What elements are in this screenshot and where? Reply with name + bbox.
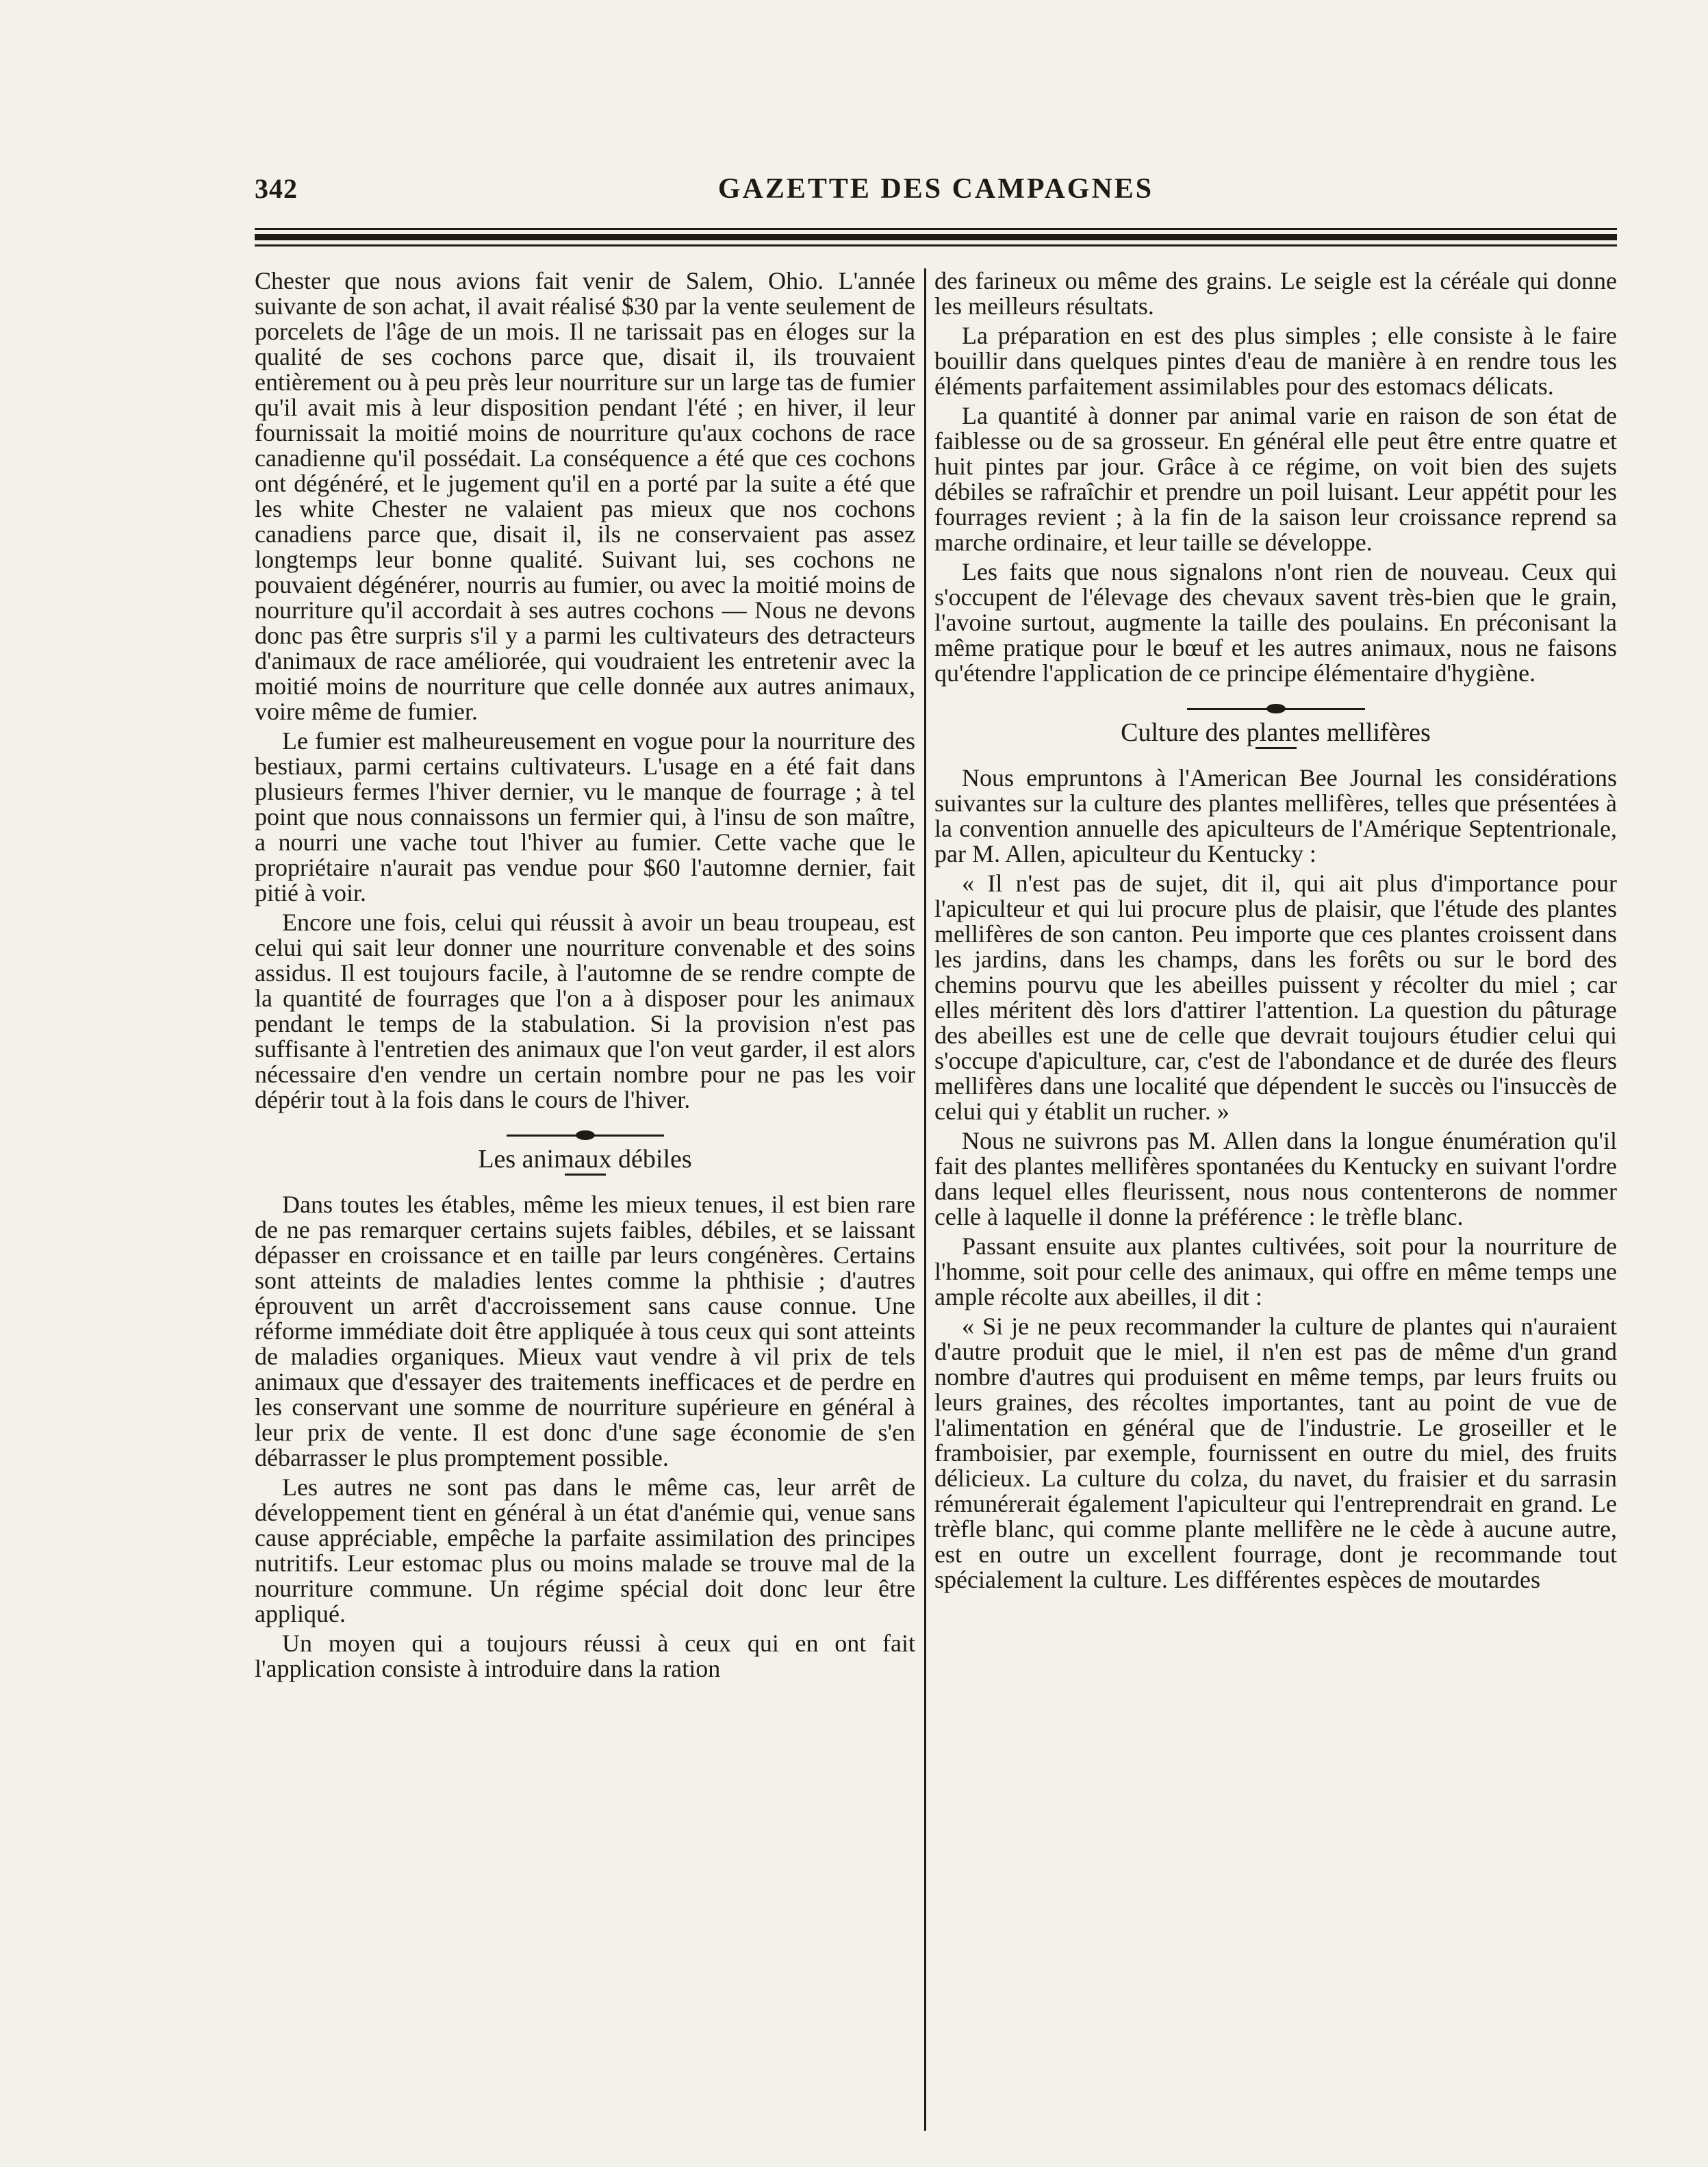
column-divider xyxy=(924,268,926,2131)
paragraph: des farineux ou même des grains. Le seigle est la céréale qui donne les meilleurs résultats. xyxy=(934,268,1617,320)
title-dash xyxy=(1255,747,1297,749)
title-dash xyxy=(565,1174,606,1176)
page-header xyxy=(255,173,1617,214)
page-number: 342 xyxy=(255,173,298,204)
paragraph: Le fumier est malheureusement en vogue pour la nourriture des bestiaux, parmi certains cultivateurs. L'usage en a été fait dans plusieurs fermes l'hiver dernier, vu le manque de fourrage ; à tel point que nous connaissons un fermier qui, à l'insu de son maître, a nourri une vache tout l'hiver au fumier. Cette vache que le propriétaire n'aurait pas vendue pour $60 l'automne dernier, fait pitié à voir. xyxy=(255,727,915,907)
section-separator-ornament xyxy=(1187,704,1365,713)
paragraph: Chester que nous avions fait venir de Salem, Ohio. L'année suivante de son achat, il avait réalisé $30 par la vente seulement de porcelets de l'âge de un mois. Il ne tarissait pas en éloges sur la qualité de ses cochons parce que, disait il, ils trouvaient entièrement ou à peu près leur nourriture sur un large tas de fumier qu'il avait mis à leur disposition pendant l'été ; en hiver, il leur fournissait la moitié moins de nourriture qu'aux cochons de race canadienne qu'il possédait. La conséquence a été que ces cochons ont dégénéré, et le jugement qu'il en a porté par la suite a été que les white Chester ne valaient pas mieux que nos cochons canadiens parce que, disait il, ils ne conservaient pas assez longtemps leur bonne qualité. Suivant lui, ses cochons ne pouvaient dégénérer, nourris au fumier, ou avec la moitié moins de nourriture qu'il accordait à ses autres cochons — Nous ne devons donc pas être surpris s'il y a parmi les cultivateurs des detracteurs d'animaux de race améliorée, qui voudraient les entretenir avec la moitié moins de nourriture que celle donnée aux autres animaux, voire même de fumier. xyxy=(255,268,915,725)
paragraph: Les faits que nous signalons n'ont rien de nouveau. Ceux qui s'occupent de l'élevage des chevaux savent très-bien que le grain, l'avoine surtout, augmente la taille des poulains. En préconisant la même pratique pour le bœuf et les autres animaux, nous ne faisons qu'étendre l'application de ce principe élémentaire d'hygiène. xyxy=(934,558,1617,687)
right-column xyxy=(934,268,1617,2131)
paragraph: La préparation en est des plus simples ; elle consiste à le faire bouillir dans quelques pintes d'eau de manière à en rendre tous les éléments parfaitement assimilables pour des estomacs délicats. xyxy=(934,322,1617,400)
paragraph: Un moyen qui a toujours réussi à ceux qui en ont fait l'application consiste à introduire dans la ration xyxy=(255,1630,915,1682)
paragraph: Passant ensuite aux plantes cultivées, soit pour la nourriture de l'homme, soit pour celle des animaux, qui offre en même temps une ample récolte aux abeilles, il dit : xyxy=(934,1232,1617,1310)
paragraph: Dans toutes les étables, même les mieux tenues, il est bien rare de ne pas remarquer certains sujets faibles, débiles, et se laissant dépasser en croissance et en taille par leurs congénères. Certains sont atteints de maladies lentes comme la phthisie ; d'autres éprouvent un arrêt d'accroissement sans cause connue. Une réforme immédiate doit être appliquée à tous ceux qui sont atteints de maladies organiques. Mieux vaut vendre à vil prix de tels animaux que d'essayer des traitements inefficaces et de perdre en les conservant une somme de nourriture supérieure en général à leur prix de vente. Il est donc d'une sage économie de s'en débarrasser le plus promptement possible. xyxy=(255,1191,915,1471)
running-title: GAZETTE DES CAMPAGNES xyxy=(717,173,1154,205)
paragraph: « Si je ne peux recommander la culture de plantes qui n'auraient d'autre produit que le miel, il n'en est pas de même d'un grand nombre d'autres qui produisent en même temps, par leurs fruits ou leurs graines, des récoltes importantes, tant au point de vue de l'alimentation en général que de l'industrie. Le groseiller et le framboisier, par exemple, fournissent en outre du miel, des fruits délicieux. La culture du colza, du navet, du fraisier et du sarrasin rémunérerait également l'apiculteur qui l'entreprendrait en grand. Le trèfle blanc, qui comme plante mellifère ne le cède à aucune autre, est en outre un excellent fourrage, dont je recommande tout spécialement la culture. Les différentes espèces de moutardes xyxy=(934,1313,1617,1593)
header-rule-thick xyxy=(255,234,1617,240)
section-title: Les animaux débiles xyxy=(478,1145,692,1174)
paragraph: Les autres ne sont pas dans le même cas, leur arrêt de développement tient en général à un état d'anémie qui, venue sans cause appréciable, empêche la parfaite assimilation des principes nutritifs. Leur estomac plus ou moins malade se trouve mal de la nourriture commune. Un régime spécial doit donc leur être appliqué. xyxy=(255,1473,915,1627)
section-title: Culture des plantes mellifères xyxy=(1121,718,1431,747)
section-separator-ornament xyxy=(507,1130,664,1140)
paragraph: « Il n'est pas de sujet, dit il, qui ait plus d'importance pour l'apiculteur et qui lui procure plus de plaisir, que l'étude des plantes mellifères de son canton. Peu importe que ces plantes croissent dans les jardins, dans les champs, dans les forêts ou sur le bord des chemins pourvu que les abeilles puissent y récolter du miel ; car elles méritent dès lors d'attirer l'attention. La question du pâturage des abeilles est une de celle que devrait toujours étudier celui qui s'occupe d'apiculture, car, c'est de l'abondance et de durée des fleurs mellifères dans une localité que dépendent le succès ou l'insuccès de celui qui y établit un rucher. » xyxy=(934,870,1617,1125)
header-rule-thin xyxy=(255,228,1617,230)
paragraph: Nous ne suivrons pas M. Allen dans la longue énumération qu'il fait des plantes mellifères spontanées du Kentucky en suivant l'ordre dans lequel elles fleurissent, nous nous contenterons de nommer celle à laquelle il donne la préférence : le trèfle blanc. xyxy=(934,1127,1617,1230)
paragraph: Encore une fois, celui qui réussit à avoir un beau troupeau, est celui qui sait leur donner une nourriture convenable et des soins assidus. Il est toujours facile, à l'automne de se rendre compte de la quantité de fourrages que l'on a à disposer pour les animaux pendant le temps de la stabulation. Si la provision n'est pas suffisante à l'entretien des animaux que l'on veut garder, il est alors nécessaire d'en vendre un certain nombre pour ne pas les voir dépérir tout à la fois dans le cours de l'hiver. xyxy=(255,909,915,1113)
header-rule-thin-lower xyxy=(255,244,1617,246)
paragraph: La quantité à donner par animal varie en raison de son état de faiblesse ou de sa grosseur. En général elle peut être entre quatre et huit pintes par jour. Grâce à ce régime, on voit bien des sujets débiles se rafraîchir et prendre un poil luisant. Leur appétit pour les fourrages revient ; à la fin de la saison leur croissance reprend sa marche ordinaire, et leur taille se développe. xyxy=(934,402,1617,556)
left-column xyxy=(255,268,915,2131)
paragraph: Nous empruntons à l'American Bee Journal les considérations suivantes sur la culture des plantes mellifères, telles que présentées à la convention annuelle des apiculteurs de l'Amérique Septentrionale, par M. Allen, apiculteur du Kentucky : xyxy=(934,764,1617,867)
